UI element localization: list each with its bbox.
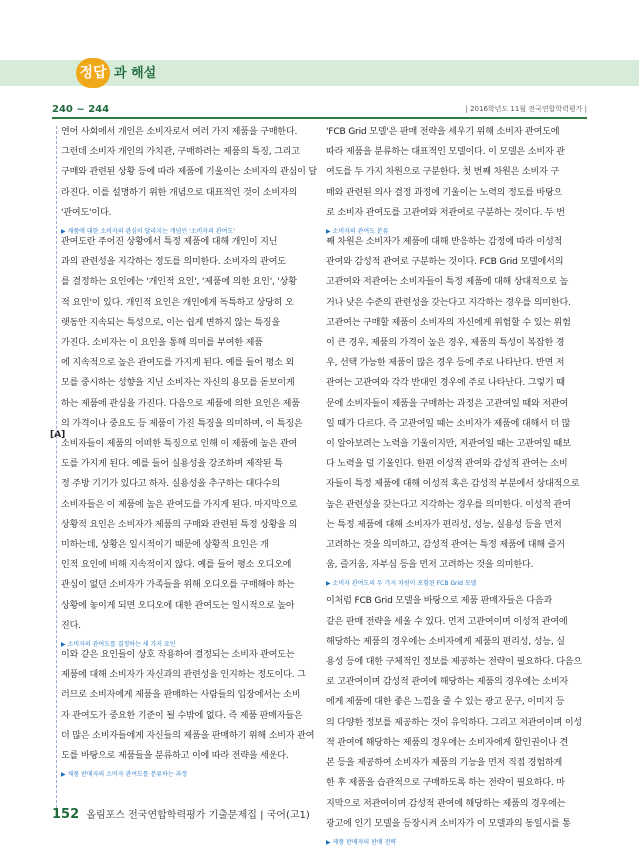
summary-comment: ▶ 제품 판매자의 소비자 관여도를 분류하는 과정 bbox=[61, 771, 188, 779]
text-line: 에게 제품에 대한 좋은 느낌을 줄 수 있는 광고 문구, 이미지 등 bbox=[326, 697, 565, 708]
summary-comment: ▶ 소비자의 관여도를 결정하는 세 가지 요인 bbox=[61, 641, 176, 649]
annotation-gap bbox=[61, 572, 319, 579]
annotation-gap bbox=[326, 770, 584, 777]
text-line: 따라 제품을 분류하는 대표적인 모델이다. 이 모델은 소비자 관 bbox=[326, 147, 565, 158]
text-line: 지막으로 저관여이며 감성적 관여에 해당하는 제품의 경우에는 bbox=[326, 798, 566, 809]
annotation-gap bbox=[61, 512, 319, 519]
annotation-gap bbox=[326, 811, 584, 818]
text-line: '관여도'이다. bbox=[61, 207, 112, 218]
annotation-gap bbox=[326, 269, 584, 276]
text-line: 러므로 소비자에게 제품을 판매하는 사람들의 입장에서는 소비 bbox=[61, 690, 301, 701]
summary-comment: ▶ 소비자의 관여도 분류 bbox=[326, 228, 389, 236]
text-line: 째 차원은 소비자가 제품에 대해 반응하는 감정에 따라 이성적 bbox=[326, 237, 563, 248]
annotation-gap bbox=[326, 411, 584, 418]
annotation-gap bbox=[326, 710, 584, 717]
annotation-gap bbox=[61, 431, 319, 438]
text-line: 움, 즐거움, 자부심 등을 먼저 고려하는 것을 의미한다. bbox=[326, 560, 534, 571]
annotation-gap bbox=[61, 593, 319, 600]
text-line: 에 지속적으로 높은 관여도를 가지게 된다. 예를 들어 평소 외 bbox=[61, 358, 294, 369]
text-line: 거나 낮은 수준의 관련성을 갖는다고 지각하는 경우를 의미한다. bbox=[326, 297, 571, 308]
text-line: 한 후 제품을 습관적으로 구매하도록 하는 전략이 필요하다. 마 bbox=[326, 778, 565, 789]
text-line: 소비자들이 제품의 어떠한 특징으로 인해 이 제품에 높은 관여 bbox=[61, 439, 298, 450]
annotation-gap bbox=[326, 669, 584, 676]
text-line: 이처럼 FCB Grid 모델을 바탕으로 제품 판매자들은 다음과 bbox=[326, 596, 553, 607]
annotation-gap bbox=[326, 159, 584, 166]
annotation-gap bbox=[326, 492, 584, 499]
annotation-gap bbox=[61, 220, 319, 227]
text-line: 소비자들은 이 제품에 높은 관여도를 가지게 된다. 마지막으로 bbox=[61, 499, 298, 510]
annotation-gap bbox=[61, 743, 319, 750]
annotation-gap bbox=[326, 588, 584, 595]
annotation-gap bbox=[326, 471, 584, 478]
annotation-gap bbox=[326, 532, 584, 539]
text-line: 다 노력을 덜 기울인다. 한편 이성적 관여와 감성적 관여는 소비 bbox=[326, 459, 568, 470]
annotation-gap bbox=[326, 552, 584, 559]
annotation-gap bbox=[326, 512, 584, 519]
annotation-gap bbox=[61, 249, 319, 256]
text-line: 로 소비자 관여도를 고관여와 저관여로 구분하는 것이다. 두 번 bbox=[326, 207, 565, 218]
footer-text: 올림포스 전국연합학력평가 기출문제집 | 국어(고1) bbox=[86, 810, 310, 821]
question-range: 240 ~ 244 bbox=[52, 104, 110, 115]
text-line: 우, 선택 가능한 제품이 많은 경우 등에 주로 나타난다. 반면 저 bbox=[326, 358, 565, 369]
text-line: 여도를 두 가지 차원으로 구분한다. 첫 번째 차원은 소비자 구 bbox=[326, 167, 559, 178]
answer-tab: 정답 bbox=[76, 58, 110, 88]
text-line: 는 특정 제품에 대해 소비자가 편리성, 성능, 실용성 등을 먼저 bbox=[326, 519, 562, 530]
annotation-gap bbox=[61, 763, 319, 770]
text-line: 로 고관여이며 감성적 관여에 해당하는 제품의 경우에는 소비자 bbox=[326, 677, 569, 688]
text-line: 상황에 놓이게 되면 오디오에 대한 관여도는 일시적으로 높아 bbox=[61, 600, 295, 611]
bracket-marker: [A] bbox=[50, 430, 66, 440]
annotation-gap bbox=[326, 330, 584, 337]
text-line: 관여와 감성적 관여로 구분하는 것이다. FCB Grid 모델에서의 bbox=[326, 257, 564, 268]
annotation-gap bbox=[326, 750, 584, 757]
text-line: 도를 가지게 된다. 예를 들어 실용성을 강조하며 제작된 특 bbox=[61, 459, 283, 470]
text-line: 관심이 없던 소비자가 가족들을 위해 오디오를 구매해야 하는 bbox=[61, 580, 295, 591]
text-line: 인적 요인에 비해 지속적이지 않다. 예를 들어 평소 오디오에 bbox=[61, 560, 292, 571]
text-line: 도를 바탕으로 제품들을 분류하고 이에 따라 전략을 세운다. bbox=[61, 751, 289, 762]
annotation-gap bbox=[61, 330, 319, 337]
text-line: 그런데 소비자 개인의 가치관, 구매하려는 제품의 특징, 그리고 bbox=[61, 147, 300, 158]
annotation-gap bbox=[326, 791, 584, 798]
text-line: 연어 사회에서 개인은 소비자로서 여러 가지 제품을 구매한다. bbox=[61, 127, 298, 137]
text-line: 모를 중시하는 성향을 지닌 소비자는 자신의 용모를 돋보이게 bbox=[61, 378, 295, 389]
text-line: 적 관여에 해당하는 제품의 경우에는 소비자에게 할인권이나 견 bbox=[326, 737, 569, 748]
text-line: 하는 제품에 관심을 가진다. 다음으로 제품에 의한 요인은 제품 bbox=[61, 398, 300, 409]
text-line: 해당하는 제품의 경우에는 소비자에게 제품의 편리성, 성능, 실 bbox=[326, 636, 565, 647]
annotation-gap bbox=[61, 613, 319, 620]
annotation-gap bbox=[61, 723, 319, 730]
annotation-gap bbox=[326, 350, 584, 357]
annotation-gap bbox=[326, 689, 584, 696]
text-line: 정 주방 기기가 있다고 하자. 실용성을 추구하는 대다수의 bbox=[61, 479, 280, 490]
annotation-gap bbox=[61, 682, 319, 689]
text-line: 더 많은 소비자들에게 자신들의 제품을 판매하기 위해 소비자 관여 bbox=[61, 730, 315, 741]
annotation-gap bbox=[326, 831, 584, 838]
annotation-gap bbox=[61, 269, 319, 276]
text-line: 높은 관련성을 갖는다고 지각하는 경우를 의미한다. 이성적 관여 bbox=[326, 499, 571, 510]
annotation-gap bbox=[326, 290, 584, 297]
header-rule bbox=[52, 117, 587, 119]
annotation-gap bbox=[61, 633, 319, 640]
annotation-gap bbox=[326, 180, 584, 187]
text-line: 이와 같은 요인들이 상호 작용하여 결정되는 소비자 관여도는 bbox=[61, 650, 295, 661]
annotation-gap bbox=[326, 220, 584, 227]
page-number: 152 bbox=[52, 807, 80, 822]
text-line: 미하는데, 상황은 일시적이기 때문에 상황적 요인은 개 bbox=[61, 540, 269, 551]
header-subtitle: 과 해설 bbox=[114, 66, 157, 81]
exam-tag: | 2016학년도 11월 전국연합학력평가 | bbox=[465, 105, 587, 113]
text-line: 고려하는 것을 의미하고, 감성적 관여는 특정 제품에 대해 즐거 bbox=[326, 540, 565, 551]
annotation-gap bbox=[326, 431, 584, 438]
annotation-gap bbox=[61, 200, 319, 207]
annotation-gap bbox=[61, 411, 319, 418]
annotation-gap bbox=[61, 139, 319, 146]
left-column bbox=[56, 126, 319, 818]
annotation-gap bbox=[326, 451, 584, 458]
annotation-gap bbox=[326, 370, 584, 377]
text-line: 용성 등에 대한 구체적인 정보를 제공하는 전략이 필요하다. 다음으 bbox=[326, 657, 582, 668]
text-line: 자 관여도가 중요한 기준이 될 수밖에 없다. 즉 제품 판매자들은 bbox=[61, 710, 303, 721]
annotation-gap bbox=[326, 629, 584, 636]
text-line: 랫동안 지속되는 특성으로, 이는 쉽게 변하지 않는 특징을 bbox=[61, 317, 280, 328]
text-line: 관여도란 주어진 상황에서 특정 제품에 대해 개인이 지닌 bbox=[61, 237, 278, 248]
annotation-gap bbox=[326, 139, 584, 146]
annotation-gap bbox=[61, 391, 319, 398]
annotation-gap bbox=[326, 200, 584, 207]
text-line: 제품에 대해 소비자가 자신과의 관련성을 인지하는 정도이다. 그 bbox=[61, 670, 306, 681]
annotation-gap bbox=[61, 159, 319, 166]
annotation-gap bbox=[61, 703, 319, 710]
right-column bbox=[326, 126, 584, 847]
text-line: 본 등을 제공하여 소비자가 제품의 기능을 먼저 직접 경험하게 bbox=[326, 758, 563, 769]
text-line: 고관여와 저관여는 소비자들이 특정 제품에 대해 상대적으로 높 bbox=[326, 277, 569, 288]
annotation-gap bbox=[61, 552, 319, 559]
summary-comment: ▶ 제품 판매자의 판매 전략 bbox=[326, 838, 397, 846]
text-line: 자들이 특정 제품에 대해 이성적 혹은 감성적 부분에서 상대적으로 bbox=[326, 479, 580, 490]
text-line: 문에 소비자들이 제품을 구매하는 과정은 고관여일 때와 저관여 bbox=[326, 398, 569, 409]
annotation-gap bbox=[326, 609, 584, 616]
text-line: 관여는 고관여와 각각 반대인 경우에 주로 나타난다. 그렇기 때 bbox=[326, 378, 565, 389]
annotation-gap bbox=[61, 350, 319, 357]
annotation-gap bbox=[61, 451, 319, 458]
text-line: 이 알아보려는 노력을 기울이지만, 저관여일 때는 고관여일 때보 bbox=[326, 439, 571, 450]
text-line: 과의 관련성을 지각하는 정도를 의미한다. 소비자의 관여도 bbox=[61, 257, 286, 268]
text-line: 라진다. 이를 설명하기 위한 개념으로 대표적인 것이 소비자의 bbox=[61, 187, 298, 198]
annotation-gap bbox=[61, 370, 319, 377]
text-line: 이 큰 경우, 제품의 가격이 높은 경우, 제품의 특성이 복잡한 경 bbox=[326, 338, 565, 349]
annotation-gap bbox=[61, 180, 319, 187]
summary-comment: ▶ 제품에 대한 소비자의 관심이 달라지는 개념인 '소비자의 관여도' bbox=[61, 228, 235, 236]
text-line: 의 다양한 정보를 제공하는 것이 유익하다. 그리고 저관여이며 이성 bbox=[326, 717, 582, 728]
text-line: 'FCB Grid 모델'은 판매 전략을 세우기 위해 소비자 관여도에 bbox=[326, 127, 560, 137]
annotation-gap bbox=[326, 391, 584, 398]
text-line: 일 때가 다르다. 즉 고관여일 때는 소비자가 제품에 대해서 더 많 bbox=[326, 418, 571, 429]
annotation-gap bbox=[61, 492, 319, 499]
annotation-gap bbox=[326, 572, 584, 579]
text-line: 구매와 관련된 상황 등에 따라 제품에 기울이는 소비자의 관심이 달 bbox=[61, 167, 317, 178]
text-line: 진다. bbox=[61, 620, 81, 631]
text-line: 의 가격이나 중요도 등 제품이 가진 특징을 의미하며, 이 특징은 bbox=[61, 418, 303, 429]
annotation-gap bbox=[61, 310, 319, 317]
annotation-gap bbox=[61, 471, 319, 478]
text-line: 상황적 요인은 소비자가 제품의 구매와 관련된 특정 상황을 의 bbox=[61, 519, 298, 530]
annotation-gap bbox=[326, 730, 584, 737]
annotation-gap bbox=[61, 290, 319, 297]
text-line: 가진다. 소비자는 이 요인을 통해 의미를 부여한 제품 bbox=[61, 338, 263, 349]
text-line: 광고에 인기 모델을 등장시켜 소비자가 이 모델과의 동일시를 통 bbox=[326, 818, 571, 829]
annotation-gap bbox=[61, 532, 319, 539]
text-line: 같은 판매 전략을 세울 수 있다. 먼저 고관여이며 이성적 관여에 bbox=[326, 616, 568, 627]
summary-comment: ▶ 소비자 관여도의 두 가지 차원이 포함된 FCB Grid 모델 bbox=[326, 580, 477, 588]
annotation-gap bbox=[61, 662, 319, 669]
text-line: 를 결정하는 요인에는 '개인적 요인', '제품에 의한 요인', '상황 bbox=[61, 277, 297, 288]
annotation-gap bbox=[326, 310, 584, 317]
footer bbox=[52, 806, 310, 822]
text-line: 적 요인'이 있다. 개인적 요인은 개인에게 독특하고 상당히 오 bbox=[61, 297, 294, 308]
text-line: 고관여는 구매할 제품이 소비자의 자신에게 위험할 수 있는 위험 bbox=[326, 317, 571, 328]
text-line: 매와 관련된 의사 결정 과정에 기울이는 노력의 정도를 바탕으 bbox=[326, 187, 563, 198]
annotation-gap bbox=[326, 249, 584, 256]
annotation-gap bbox=[326, 649, 584, 656]
